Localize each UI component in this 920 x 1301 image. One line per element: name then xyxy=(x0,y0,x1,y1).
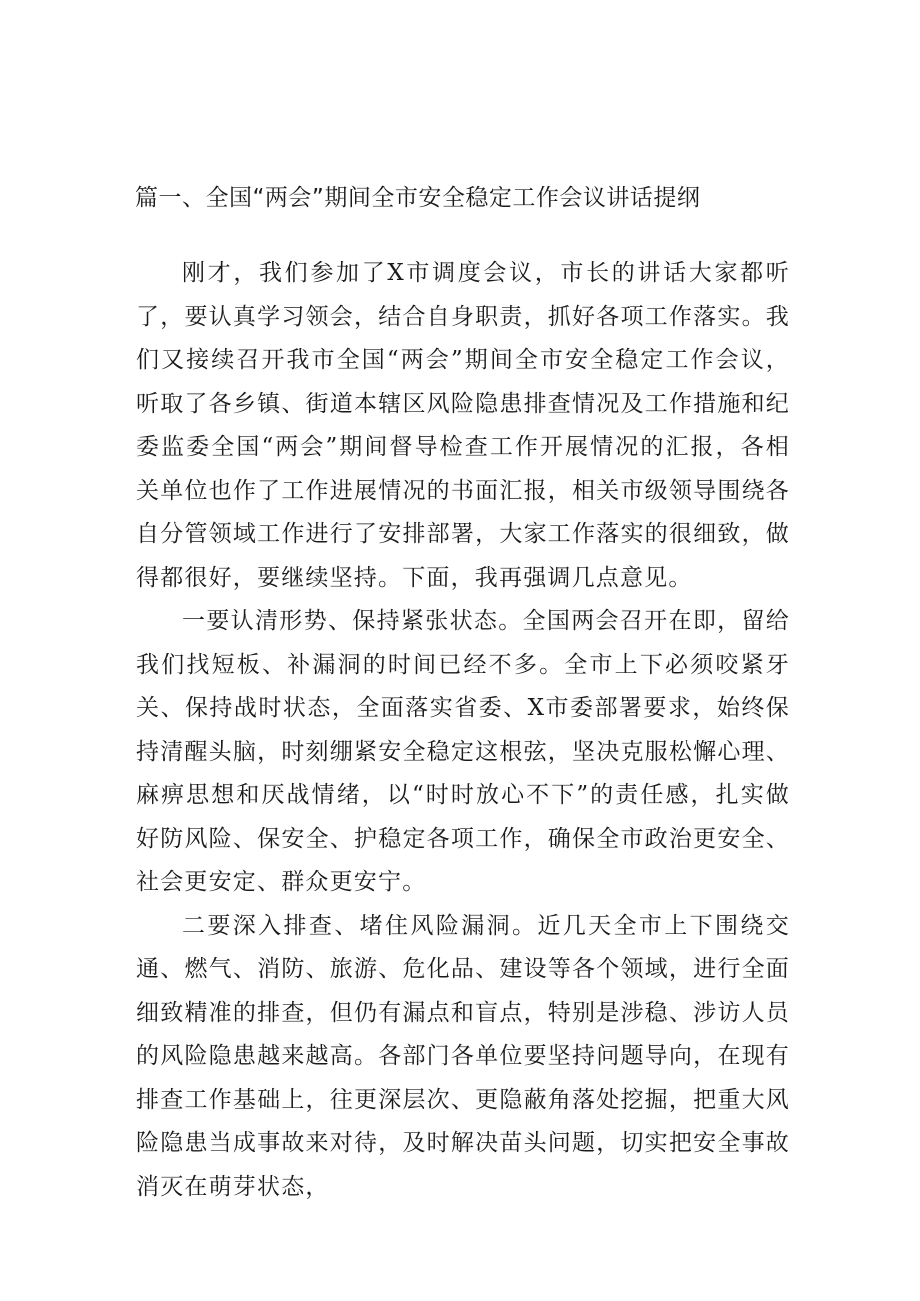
document-title: 篇一、全国“两会”期间全市安全稳定工作会议讲话提纲 xyxy=(135,185,701,211)
paragraph-point-two: 二要深入排查、堵住风险漏洞。近几天全市上下围绕交通、燃气、消防、旅游、危化品、建设等各个领域，进行全面细致精准的排查，但仍有漏点和盲点，特别是涉稳、涉访人员的风险隐患越来越高。各部门各单位要坚持问题导向，在现有排查工作基础上，往更深层次、更隐蔽角落处挖掘，把重大风险隐患当成事故来对待，及时解决苗头问题，切实把安全事故消灭在萌芽状态， xyxy=(136,912,790,1200)
paragraph-point-one: 一要认清形势、保持紧张状态。全国两会召开在即，留给我们找短板、补漏洞的时间已经不多。全市上下必须咬紧牙关、保持战时状态，全面落实省委、X市委部署要求，始终保持清醒头脑，时刻绷紧安全稳定这根弦，坚决克服松懈心理、麻痹思想和厌战情绪，以“时时放心不下”的责任感，扎实做好防风险、保安全、护稳定各项工作，确保全市政治更安全、社会更安定、群众更安宁。 xyxy=(136,608,790,895)
paragraph-intro: 刚才，我们参加了X市调度会议，市长的讲话大家都听了，要认真学习领会，结合自身职责，抓好各项工作落实。我们又接续召开我市全国“两会”期间全市安全稳定工作会议，听取了各乡镇、街道本辖区风险隐患排查情况及工作措施和纪委监委全国“两会”期间督导检查工作开展情况的汇报，各相关单位也作了工作进展情况的书面汇报，相关市级领导围绕各自分管领域工作进行了安排部署，大家工作落实的很细致，做得都很好，要继续坚持。下面，我再强调几点意见。 xyxy=(136,260,790,591)
document-body xyxy=(136,252,790,1209)
